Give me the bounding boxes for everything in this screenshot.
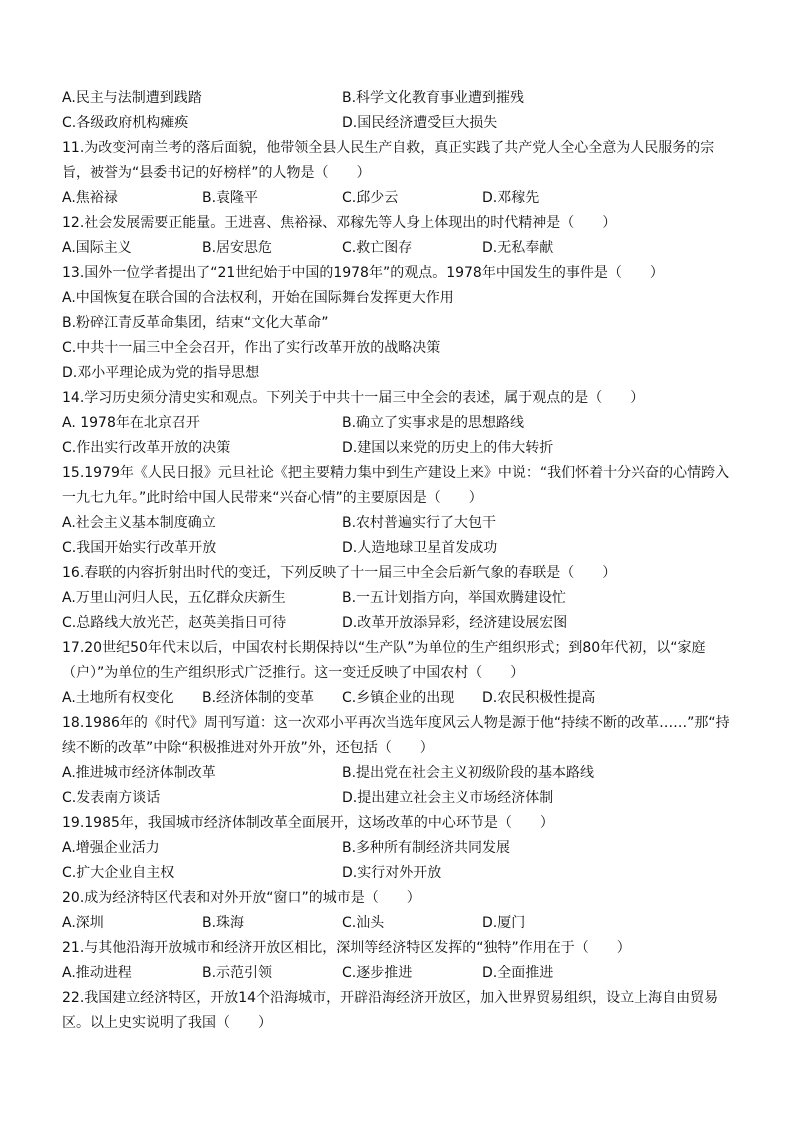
q12-option-b: B.居安思危 [202,240,273,256]
q16-options-row-1 [62,586,732,611]
q19-options-row-1 [62,836,732,861]
q14-option-b: B.确立了实事求是的思想路线 [342,415,525,431]
exam-page [62,86,732,1036]
q11-options-row [62,186,732,211]
q11-option-c: C.邱少云 [342,190,399,206]
q21-option-c: C.逐步推进 [342,965,413,981]
q10-options-row-1 [62,86,732,111]
q14-option-d: D.建国以来党的历史上的伟大转折 [342,440,554,456]
q10-option-b: B.科学文化教育事业遭到摧残 [342,90,525,106]
q13-stem: 13.国外一位学者提出了“21世纪始于中国的1978年”的观点。1978年中国发生的事件是（ ） [62,265,664,281]
q19-option-c: C.扩大企业自主权 [62,865,175,881]
q16-option-b: B.一五计划指方向，举国欢腾建设忙 [342,590,567,606]
q16-option-a: A.万里山河归人民，五亿群众庆新生 [62,590,286,606]
q12-stem: 12.社会发展需要正能量。王进喜、焦裕禄、邓稼先等人身上体现出的时代精神是（ ） [62,215,617,231]
q18-option-b: B.提出党在社会主义初级阶段的基本路线 [342,765,595,781]
q18-option-d: D.提出建立社会主义市场经济体制 [342,790,554,806]
q13-option-b: B.粉碎江青反革命集团，结束“文化大革命” [62,315,329,331]
q11-option-b: B.袁隆平 [202,190,259,206]
q17-option-d: D.农民积极性提高 [482,690,596,706]
q13-option-a: A.中国恢复在联合国的合法权利，开始在国际舞台发挥更大作用 [62,290,454,306]
q22-stem: 22.我国建立经济特区，开放14个沿海城市，开辟沿海经济开放区，加入世界贸易组织，设立上海自由贸易区。以上史实说明了我国（ ） [62,990,719,1031]
q21-option-d: D.全面推进 [482,965,554,981]
q17-option-b: B.经济体制的变革 [202,690,315,706]
q10-option-d: D.国民经济遭受巨大损失 [342,115,498,131]
q15-stem: 15.1979年《人民日报》元旦社论《把主要精力集中到生产建设上来》中说：“我们怀着十分兴奋的心情跨入一九七九年。”此时给中国人民带来“兴奋心情”的主要原因是（ ） [62,465,730,506]
q18-options-row-2 [62,786,732,811]
q21-option-a: A.推动进程 [62,965,132,981]
q19-options-row-2 [62,861,732,886]
q11-option-a: A.焦裕禄 [62,190,118,206]
q21-stem: 21.与其他沿海开放城市和经济开放区相比，深圳等经济特区发挥的“独特”作用在于（ ） [62,940,631,956]
q16-options-row-2 [62,611,732,636]
q15-options-row-1 [62,511,732,536]
q17-stem: 17.20世纪50年代末以后，中国农村长期保持以“生产队”为单位的生产组织形式；到80年代初，以“家庭（户）”为单位的生产组织形式广泛推行。这一变迁反映了中国农村（ ） [62,640,706,681]
q15-option-b: B.农村普遍实行了大包干 [342,515,497,531]
q17-option-c: C.乡镇企业的出现 [342,690,455,706]
q12-option-c: C.救亡图存 [342,240,413,256]
q16-option-d: D.改革开放添异彩，经济建设展宏图 [342,615,568,631]
q10-option-c: C.各级政府机构瘫痪 [62,115,189,131]
q14-options-row-1 [62,411,732,436]
q10-option-a: A.民主与法制遭到践踏 [62,90,202,106]
q19-option-a: A.增强企业活力 [62,840,160,856]
q17-options-row [62,686,732,711]
q12-option-d: D.无私奉献 [482,240,554,256]
q10-options-row-2 [62,111,732,136]
q11-option-d: D.邓稼先 [482,190,540,206]
q21-options-row [62,961,732,986]
q13-option-d: D.邓小平理论成为党的指导思想 [62,365,260,381]
q12-option-a: A.国际主义 [62,240,132,256]
q20-option-c: C.汕头 [342,915,385,931]
q18-options-row-1 [62,761,732,786]
q15-option-a: A.社会主义基本制度确立 [62,515,216,531]
q16-stem: 16.春联的内容折射出时代的变迁，下列反映了十一届三中全会后新气象的春联是（ ） [62,565,617,581]
q19-option-b: B.多种所有制经济共同发展 [342,840,511,856]
q19-stem: 19.1985年，我国城市经济体制改革全面展开，这场改革的中心环节是（ ） [62,815,554,831]
q18-stem: 18.1986年的《时代》周刊写道：这一次邓小平再次当选年度风云人物是源于他“持续不断的改革……”那“持续不断的改革”中除“积极推进对外开放”外，还包括（ ） [62,715,730,756]
q17-option-a: A.土地所有权变化 [62,690,174,706]
q18-option-a: A.推进城市经济体制改革 [62,765,216,781]
q16-option-c: C.总路线大放光芒，赵英美指日可待 [62,615,287,631]
q15-options-row-2 [62,536,732,561]
q11-stem: 11.为改变河南兰考的落后面貌，他带领全县人民生产自救，真正实践了共产党人全心全意为人民服务的宗旨，被誉为“县委书记的好榜样”的人物是（ ） [62,140,715,181]
q20-option-b: B.珠海 [202,915,245,931]
q12-options-row [62,236,732,261]
q13-option-c: C.中共十一届三中全会召开，作出了实行改革开放的战略决策 [62,340,441,356]
q20-options-row [62,911,732,936]
q20-option-a: A.深圳 [62,915,104,931]
q20-stem: 20.成为经济特区代表和对外开放“窗口”的城市是（ ） [62,890,421,906]
q14-option-a: A. 1978年在北京召开 [62,415,200,431]
q19-option-d: D.实行对外开放 [342,865,442,881]
q14-option-c: C.作出实行改革开放的决策 [62,440,231,456]
q20-option-d: D.厦门 [482,915,526,931]
q14-options-row-2 [62,436,732,461]
q14-stem: 14.学习历史须分清史实和观点。下列关于中共十一届三中全会的表述，属于观点的是（ ） [62,390,645,406]
q15-option-d: D.人造地球卫星首发成功 [342,540,498,556]
q21-option-b: B.示范引领 [202,965,273,981]
q15-option-c: C.我国开始实行改革开放 [62,540,217,556]
q18-option-c: C.发表南方谈话 [62,790,161,806]
